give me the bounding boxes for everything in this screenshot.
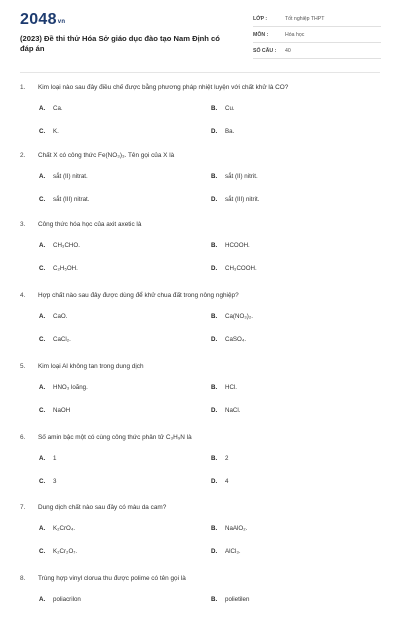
option-text: K₂CrO₄. bbox=[53, 525, 76, 532]
question-text bbox=[20, 575, 186, 582]
option-text: CH₃CHO. bbox=[53, 242, 80, 249]
option-text: 3 bbox=[53, 478, 57, 485]
option-letter: C. bbox=[39, 478, 46, 485]
question-8 bbox=[20, 575, 382, 635]
question-stem: Trùng hợp vinyl clorua thu được polime có tên gọi là bbox=[38, 575, 186, 582]
option-letter: C. bbox=[39, 407, 46, 414]
answer-option-a[interactable] bbox=[39, 525, 75, 532]
answer-option-a[interactable] bbox=[39, 173, 88, 180]
option-text: CaCl₂. bbox=[53, 336, 71, 343]
option-letter: A. bbox=[39, 105, 46, 112]
answer-option-b[interactable] bbox=[211, 384, 237, 391]
question-1 bbox=[20, 84, 382, 144]
option-text: CH₃COOH. bbox=[225, 265, 257, 272]
question-stem: Chất X có công thức Fe(NO₃)₃. Tên gọi của X là bbox=[38, 152, 175, 159]
meta-class: LỚP : Tốt nghiệp THPT bbox=[253, 13, 381, 27]
answer-option-b[interactable] bbox=[211, 173, 258, 180]
answer-option-d[interactable] bbox=[211, 407, 240, 414]
option-letter: B. bbox=[211, 384, 218, 391]
question-stem: Kim loại Al không tan trong dung dịch bbox=[38, 363, 144, 370]
answer-option-c[interactable] bbox=[39, 265, 78, 272]
header-divider bbox=[20, 72, 380, 73]
option-text: NaOH bbox=[53, 407, 71, 414]
answer-option-c[interactable] bbox=[39, 196, 89, 203]
question-text bbox=[20, 504, 166, 511]
question-stem: Số amin bậc một có cùng công thức phân tử C₃H₉N là bbox=[38, 434, 192, 441]
option-text: 2 bbox=[225, 455, 229, 462]
option-text: 1 bbox=[53, 455, 57, 462]
meta-subject: MÔN : Hóa học bbox=[253, 29, 381, 43]
answer-option-d[interactable] bbox=[211, 265, 257, 272]
option-text: NaCl. bbox=[225, 407, 241, 414]
option-text: K. bbox=[53, 128, 59, 135]
answer-option-b[interactable] bbox=[211, 455, 228, 462]
answer-option-d[interactable] bbox=[211, 336, 246, 343]
option-letter: B. bbox=[211, 313, 218, 320]
answer-option-b[interactable] bbox=[211, 242, 250, 249]
question-number: 3. bbox=[20, 221, 26, 228]
question-text bbox=[20, 434, 192, 441]
answer-option-d[interactable] bbox=[211, 196, 259, 203]
option-letter: D. bbox=[211, 478, 218, 485]
exam-title: (2023) Đề thi thử Hóa Sở giáo dục đào tạo Nam Định có đáp án bbox=[20, 34, 220, 53]
question-6 bbox=[20, 434, 382, 494]
option-letter: D. bbox=[211, 196, 218, 203]
answer-option-d[interactable] bbox=[211, 128, 234, 135]
option-text: sắt (III) nitrit. bbox=[225, 196, 260, 203]
option-letter: A. bbox=[39, 313, 46, 320]
answer-option-b[interactable] bbox=[211, 105, 235, 112]
option-letter: C. bbox=[39, 128, 46, 135]
option-letter: C. bbox=[39, 265, 46, 272]
question-stem: Công thức hóa học của axit axetic là bbox=[38, 221, 142, 228]
option-letter: D. bbox=[211, 548, 218, 555]
option-text: HNO₃ loãng. bbox=[53, 384, 88, 391]
answer-option-c[interactable] bbox=[39, 478, 56, 485]
question-stem: Kim loại nào sau đây điều chế được bằng phương pháp nhiệt luyện với chất khử là CO? bbox=[38, 84, 289, 91]
question-number: 2. bbox=[20, 152, 26, 159]
option-text: K₂Cr₂O₇. bbox=[53, 548, 78, 555]
option-letter: B. bbox=[211, 105, 218, 112]
option-letter: B. bbox=[211, 525, 218, 532]
answer-option-a[interactable] bbox=[39, 455, 56, 462]
question-number: 6. bbox=[20, 434, 26, 441]
option-letter: A. bbox=[39, 525, 46, 532]
question-stem: Hợp chất nào sau đây được dùng để khử chua đất trong nông nghiệp? bbox=[38, 292, 239, 299]
option-text: CaSO₄. bbox=[225, 336, 247, 343]
option-text: sắt (II) nitrat. bbox=[53, 173, 88, 180]
option-text: C₂H₅OH. bbox=[53, 265, 78, 272]
exam-meta bbox=[253, 13, 381, 61]
option-text: poliacrilon bbox=[53, 596, 81, 603]
option-text: HCl. bbox=[225, 384, 238, 391]
option-letter: D. bbox=[211, 128, 218, 135]
option-letter: B. bbox=[211, 173, 218, 180]
option-text: sắt (III) nitrat. bbox=[53, 196, 90, 203]
option-text: HCOOH. bbox=[225, 242, 250, 249]
question-4 bbox=[20, 292, 382, 352]
question-2 bbox=[20, 152, 382, 212]
question-text bbox=[20, 84, 288, 91]
option-text: NaAlO₂. bbox=[225, 525, 248, 532]
option-letter: B. bbox=[211, 596, 218, 603]
question-number: 1. bbox=[20, 84, 26, 91]
answer-option-d[interactable] bbox=[211, 478, 228, 485]
option-letter: C. bbox=[39, 336, 46, 343]
answer-option-a[interactable] bbox=[39, 313, 67, 320]
option-letter: D. bbox=[211, 336, 218, 343]
question-text bbox=[20, 292, 239, 299]
site-logo[interactable]: 2048vn bbox=[20, 11, 66, 28]
option-text: 4 bbox=[225, 478, 229, 485]
question-stem: Dung dịch chất nào sau đây có màu da cam? bbox=[38, 504, 167, 511]
option-text: CaO. bbox=[53, 313, 68, 320]
option-letter: A. bbox=[39, 455, 46, 462]
answer-option-a[interactable] bbox=[39, 242, 80, 249]
question-text bbox=[20, 221, 141, 228]
option-letter: A. bbox=[39, 173, 46, 180]
option-text: Ca(NO₃)₂. bbox=[225, 313, 253, 320]
question-text bbox=[20, 363, 144, 370]
answer-option-a[interactable] bbox=[39, 384, 88, 391]
question-number: 7. bbox=[20, 504, 26, 511]
answer-option-d[interactable] bbox=[211, 548, 241, 555]
answer-option-c[interactable] bbox=[39, 407, 70, 414]
option-letter: A. bbox=[39, 242, 46, 249]
question-3 bbox=[20, 221, 382, 281]
answer-option-c[interactable] bbox=[39, 128, 59, 135]
option-letter: D. bbox=[211, 265, 218, 272]
question-number: 8. bbox=[20, 575, 26, 582]
option-text: Ba. bbox=[225, 128, 235, 135]
option-letter: C. bbox=[39, 196, 46, 203]
question-5 bbox=[20, 363, 382, 423]
option-text: polietilen bbox=[225, 596, 250, 603]
option-text: AlCl₃. bbox=[225, 548, 241, 555]
option-letter: A. bbox=[39, 384, 46, 391]
option-letter: B. bbox=[211, 242, 218, 249]
question-text bbox=[20, 152, 174, 159]
meta-question-count: SỐ CÂU : 40 bbox=[253, 45, 381, 59]
option-letter: D. bbox=[211, 407, 218, 414]
option-letter: C. bbox=[39, 548, 46, 555]
question-number: 5. bbox=[20, 363, 26, 370]
option-text: Cu. bbox=[225, 105, 235, 112]
answer-option-b[interactable] bbox=[211, 525, 247, 532]
question-number: 4. bbox=[20, 292, 26, 299]
answer-option-a[interactable] bbox=[39, 105, 63, 112]
answer-option-b[interactable] bbox=[211, 313, 253, 320]
question-7 bbox=[20, 504, 382, 564]
answer-option-c[interactable] bbox=[39, 548, 77, 555]
exam-header bbox=[0, 0, 400, 74]
option-text: sắt (II) nitrit. bbox=[225, 173, 258, 180]
option-letter: B. bbox=[211, 455, 218, 462]
answer-option-c[interactable] bbox=[39, 336, 71, 343]
option-letter: A. bbox=[39, 596, 46, 603]
option-text: Ca. bbox=[53, 105, 63, 112]
